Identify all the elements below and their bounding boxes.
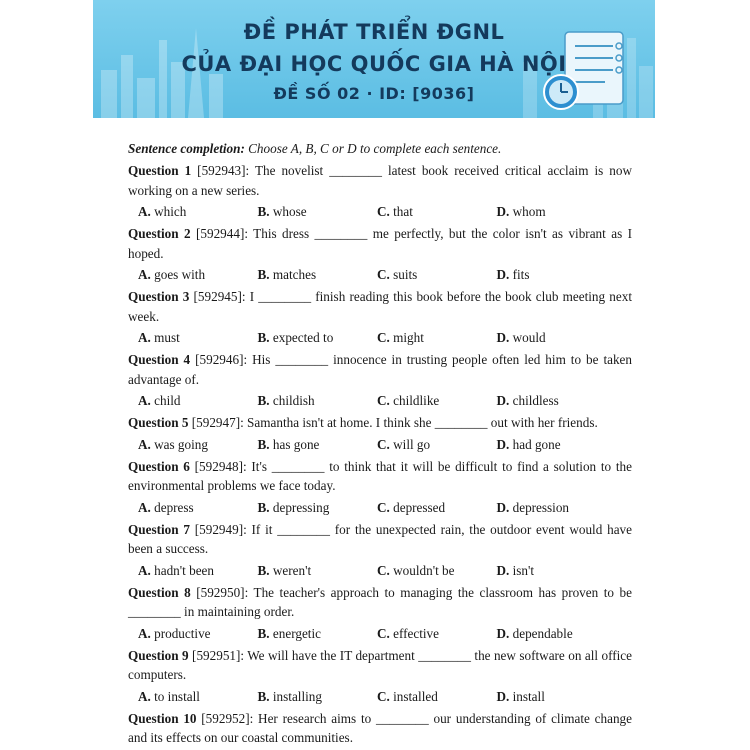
option-letter: C.: [377, 393, 390, 408]
option-a[interactable]: [138, 390, 258, 411]
option-d[interactable]: [497, 264, 617, 285]
option-text: had gone: [509, 436, 561, 452]
option-text: suits: [389, 267, 418, 282]
option-text: which: [150, 204, 187, 219]
option-a[interactable]: [138, 327, 258, 348]
question-text: [592948]: It's ________ to think that it will be difficult to find a solution to the environmental problems we face today.: [128, 458, 633, 493]
option-letter: C.: [377, 204, 390, 219]
question-7: [128, 520, 632, 559]
option-letter: C.: [377, 562, 390, 578]
option-d[interactable]: [497, 623, 617, 644]
question-10: [128, 709, 632, 748]
question-4: [128, 350, 632, 389]
option-text: depressed: [389, 499, 446, 515]
option-c[interactable]: [377, 497, 497, 518]
option-d[interactable]: [497, 327, 617, 348]
option-text: wouldn't be: [389, 562, 455, 578]
option-letter: D.: [496, 393, 510, 408]
question-2: [128, 224, 632, 263]
question-label: Question 2: [128, 226, 191, 241]
option-text: childless: [509, 393, 559, 408]
option-text: effective: [389, 625, 440, 641]
answer-options: [128, 686, 632, 707]
question-8: [128, 583, 632, 622]
option-text: child: [150, 393, 181, 408]
option-text: childish: [269, 393, 315, 408]
option-text: installing: [269, 688, 322, 704]
option-letter: B.: [257, 330, 270, 345]
option-letter: C.: [377, 267, 390, 282]
option-b[interactable]: [258, 201, 378, 222]
option-letter: B.: [257, 393, 270, 408]
option-a[interactable]: [138, 434, 258, 455]
header-title-line-2: CỦA ĐẠI HỌC QUỐC GIA HÀ NỘI: [181, 52, 567, 76]
option-text: must: [150, 330, 180, 345]
option-c[interactable]: [377, 623, 497, 644]
option-text: installed: [389, 688, 438, 704]
question-label: Question 1: [128, 163, 192, 178]
option-text: whom: [509, 204, 546, 219]
exam-id: ĐỀ SỐ 02 · ID: [9036]: [273, 84, 475, 103]
answer-options: [128, 623, 632, 644]
option-letter: D.: [496, 562, 510, 578]
option-letter: A.: [138, 625, 151, 641]
option-text: was going: [150, 436, 208, 452]
option-letter: D.: [496, 688, 510, 704]
question-text: [592943]: The novelist ________ latest book received critical acclaim is now working on a new series.: [128, 163, 632, 198]
option-c[interactable]: [377, 390, 497, 411]
question-label: Question 6: [128, 458, 190, 474]
option-d[interactable]: [497, 497, 617, 518]
option-text: whose: [269, 204, 307, 219]
option-letter: B.: [257, 267, 270, 282]
option-letter: C.: [377, 436, 390, 452]
option-text: depressing: [269, 499, 330, 515]
instruction-text: Choose A, B, C or D to complete each sentence.: [244, 141, 502, 156]
option-text: energetic: [269, 625, 321, 641]
option-a[interactable]: [138, 623, 258, 644]
question-text: [592945]: I ________ finish reading this book before the book club meeting next week.: [128, 289, 632, 324]
option-text: goes with: [150, 267, 206, 282]
option-text: depress: [150, 499, 194, 515]
option-text: productive: [150, 625, 211, 641]
option-d[interactable]: [497, 201, 617, 222]
option-a[interactable]: [138, 264, 258, 285]
section-instruction: [128, 138, 632, 160]
option-letter: A.: [138, 688, 151, 704]
option-letter: A.: [138, 330, 151, 345]
question-label: Question 3: [128, 289, 190, 304]
option-a[interactable]: [138, 497, 258, 518]
answer-options: [128, 497, 632, 518]
question-label: Question 7: [128, 521, 190, 537]
option-a[interactable]: [138, 201, 258, 222]
option-letter: D.: [496, 499, 510, 515]
option-text: that: [389, 204, 413, 219]
option-c[interactable]: [377, 327, 497, 348]
question-6: [128, 457, 632, 496]
question-text: [592949]: If it ________ for the unexpected rain, the outdoor event would have been a success.: [128, 521, 632, 556]
option-letter: B.: [257, 204, 270, 219]
option-text: will go: [389, 436, 431, 452]
option-c[interactable]: [377, 686, 497, 707]
option-text: might: [389, 330, 424, 345]
option-letter: D.: [496, 436, 510, 452]
question-1: [128, 161, 632, 200]
option-letter: C.: [377, 330, 390, 345]
option-text: matches: [269, 267, 317, 282]
question-text: [592950]: The teacher's approach to managing the classroom has proven to be ________ in maintaining order.: [128, 584, 632, 619]
option-b[interactable]: [258, 390, 378, 411]
option-text: expected to: [269, 330, 334, 345]
option-b[interactable]: [258, 434, 378, 455]
option-d[interactable]: [497, 434, 617, 455]
option-letter: B.: [257, 562, 270, 578]
answer-options: [128, 201, 632, 222]
question-5: [128, 413, 632, 433]
answer-options: [128, 264, 632, 285]
header-banner: [93, 0, 655, 118]
option-text: isn't: [509, 562, 535, 578]
option-b[interactable]: [258, 264, 378, 285]
option-letter: C.: [377, 625, 390, 641]
question-text: [592944]: This dress ________ me perfectly, but the color isn't as vibrant as I hoped.: [128, 226, 633, 261]
option-b[interactable]: [258, 497, 378, 518]
section-label: Sentence completion:: [128, 141, 245, 156]
question-text: [592951]: We will have the IT department ________ the new software on all office computers.: [128, 647, 632, 682]
option-text: weren't: [269, 562, 312, 578]
option-text: would: [509, 330, 546, 345]
option-text: to install: [150, 688, 200, 704]
option-b[interactable]: [258, 560, 378, 581]
question-list: [128, 138, 632, 748]
option-d[interactable]: [497, 390, 617, 411]
question-label: Question 9: [128, 647, 189, 663]
option-letter: B.: [257, 436, 270, 452]
question-label: Question 10: [128, 710, 197, 726]
question-label: Question 4: [128, 352, 191, 367]
option-c[interactable]: [377, 201, 497, 222]
option-c[interactable]: [377, 434, 497, 455]
option-letter: C.: [377, 688, 390, 704]
answer-options: [128, 560, 632, 581]
option-letter: D.: [496, 330, 510, 345]
option-b[interactable]: [258, 686, 378, 707]
option-a[interactable]: [138, 560, 258, 581]
option-letter: A.: [138, 267, 151, 282]
option-letter: B.: [257, 625, 270, 641]
option-letter: D.: [496, 204, 510, 219]
option-letter: A.: [138, 436, 151, 452]
option-c[interactable]: [377, 264, 497, 285]
option-text: depression: [509, 499, 570, 515]
question-3: [128, 287, 632, 326]
option-text: hadn't been: [150, 562, 214, 578]
option-text: fits: [509, 267, 530, 282]
option-text: install: [509, 688, 545, 704]
option-letter: A.: [138, 499, 151, 515]
question-label: Question 5: [128, 415, 189, 430]
option-letter: D.: [496, 625, 510, 641]
answer-options: [128, 390, 632, 411]
option-a[interactable]: [138, 686, 258, 707]
answer-options: [128, 434, 632, 455]
question-label: Question 8: [128, 584, 191, 600]
option-b[interactable]: [258, 327, 378, 348]
option-letter: B.: [257, 688, 270, 704]
option-letter: A.: [138, 562, 151, 578]
option-letter: C.: [377, 499, 390, 515]
option-d[interactable]: [497, 560, 617, 581]
option-text: childlike: [389, 393, 440, 408]
question-text: [592952]: Her research aims to ________ our understanding of climate change and its effects on our coastal communities.: [128, 710, 632, 745]
header-title-line-1: ĐỀ PHÁT TRIỂN ĐGNL: [243, 20, 505, 44]
answer-options: [128, 327, 632, 348]
option-c[interactable]: [377, 560, 497, 581]
option-letter: D.: [496, 267, 510, 282]
question-text: [592946]: His ________ innocence in trusting people often led him to be taken advantage of.: [128, 352, 632, 387]
option-letter: A.: [138, 393, 151, 408]
question-text: [592947]: Samantha isn't at home. I think she ________ out with her friends.: [188, 415, 598, 430]
option-letter: B.: [257, 499, 270, 515]
option-d[interactable]: [497, 686, 617, 707]
option-b[interactable]: [258, 623, 378, 644]
question-9: [128, 646, 632, 685]
option-text: dependable: [509, 625, 573, 641]
option-text: has gone: [269, 436, 320, 452]
option-letter: A.: [138, 204, 151, 219]
